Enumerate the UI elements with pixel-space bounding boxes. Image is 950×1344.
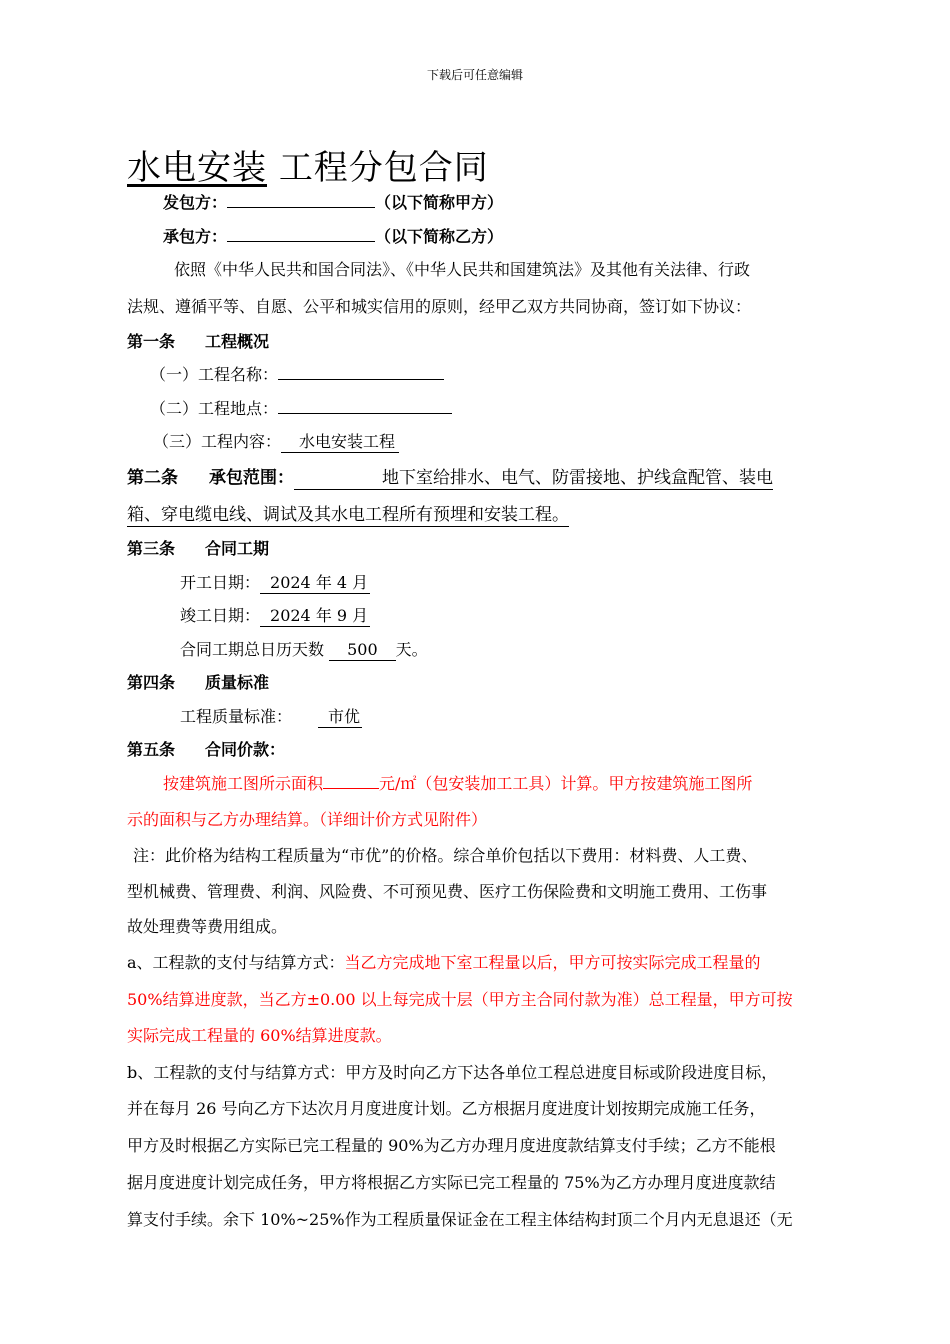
payment-a-line-3: 实际完成工程量的 60%结算进度款。: [127, 1026, 392, 1045]
end-date-value: 2024 年 9 月: [260, 606, 370, 627]
payment-a-line-2: 50%结算进度款，当乙方±0.00 以上每完成十层（甲方主合同付款为准）总工程量，甲方可按: [127, 990, 793, 1009]
article-4-heading: 第四条 质量标准: [127, 673, 270, 692]
party-a-suffix: （以下简称甲方）: [375, 193, 504, 212]
intro-line-1: 依照《中华人民共和国合同法》、《中华人民共和国建筑法》及其他有关法律、行政: [174, 260, 751, 279]
project-name-line: （一）工程名称：: [150, 362, 444, 385]
article-2-line-1: 第二条 承包范围： 地下室给排水、电气、防雷接地、护线盒配管、装电: [127, 468, 773, 488]
project-content-value: 水电安装工程: [281, 432, 399, 453]
project-site-line: （二）工程地点：: [150, 396, 452, 419]
payment-b-line-2: 并在每月 26 号向乙方下达次月月度进度计划。乙方根据月度进度计划按期完成施工任务，: [127, 1099, 766, 1118]
title-underlined-part: 水电安装: [127, 148, 267, 188]
intro-line-2: 法规、遵循平等、自愿、公平和城实信用的原则，经甲乙双方共同协商，签订如下协议：: [127, 297, 752, 316]
article-3-heading: 第三条 合同工期: [127, 539, 270, 558]
start-date-line: 开工日期： 2024 年 4 月: [180, 573, 369, 592]
start-date-value: 2024 年 4 月: [260, 573, 370, 594]
total-days-line: 合同工期总日历天数 500 天。: [180, 640, 428, 659]
unit-price-blank[interactable]: [323, 772, 379, 789]
total-days-value: 500: [329, 640, 396, 661]
payment-b-line-3: 甲方及时根据乙方实际已完工程量的 90%为乙方办理月度进度款结算支付手续；乙方不能根: [127, 1136, 776, 1155]
article-1-heading: 第一条 工程概况: [127, 332, 270, 351]
payment-a-line-1: a、工程款的支付与结算方式：当乙方完成地下室工程量以后，甲方可按实际完成工程量的: [127, 953, 761, 972]
note-line-2: 型机械费、管理费、利润、风险费、不可预见费、医疗工伤保险费和文明施工费用、工伤事: [127, 882, 768, 901]
note-line-3: 故处理费等费用组成。: [127, 917, 288, 936]
party-a-label: 发包方：: [163, 193, 228, 212]
scope-text-1: 地下室给排水、电气、防雷接地、护线盒配管、装电: [294, 468, 773, 490]
project-content-line: （三）工程内容： 水电安装工程: [153, 429, 399, 452]
note-line-1: 注：此价格为结构工程质量为“市优”的价格。综合单价包括以下费用：材料费、人工费、: [133, 846, 758, 865]
article-2-line-2: [127, 500, 569, 525]
price-line-2: 示的面积与乙方办理结算。（详细计价方式见附件）: [127, 810, 488, 829]
party-b-label: 承包方：: [163, 227, 228, 246]
party-b-blank[interactable]: [227, 225, 375, 242]
payment-b-line-4: 据月度进度计划完成任务，甲方将根据乙方实际已完工程量的 75%为乙方办理月度进度款结: [127, 1173, 776, 1192]
title-main-part: 工程分包合同: [278, 148, 489, 188]
scope-text-2: 箱、穿电缆电线、调试及其水电工程所有预埋和安装工程。: [127, 505, 569, 525]
party-a-line: [163, 190, 503, 213]
quality-standard-value: 市优: [318, 707, 362, 728]
project-site-blank[interactable]: [278, 397, 452, 414]
project-name-blank[interactable]: [278, 363, 444, 380]
payment-b-line-1: b、工程款的支付与结算方式：甲方及时向乙方下达各单位工程总进度目标或阶段进度目标，: [127, 1063, 778, 1082]
party-b-suffix: （以下简称乙方）: [375, 227, 504, 246]
party-a-blank[interactable]: [227, 191, 375, 208]
end-date-line: 竣工日期： 2024 年 9 月: [180, 606, 369, 625]
page-header: 下载后可任意编辑: [426, 68, 523, 82]
party-b-line: [163, 224, 503, 247]
contract-title: [127, 140, 489, 189]
quality-standard-line: 工程质量标准： 市优: [180, 707, 361, 726]
price-line-1: 按建筑施工图所示面积 元/㎡（包安装加工工具）计算。甲方按建筑施工图所: [163, 774, 753, 793]
article-5-heading: 第五条 合同价款：: [127, 740, 286, 759]
payment-b-line-5: 算支付手续。余下 10%~25%作为工程质量保证金在工程主体结构封顶二个月内无息退还（无: [127, 1210, 793, 1229]
